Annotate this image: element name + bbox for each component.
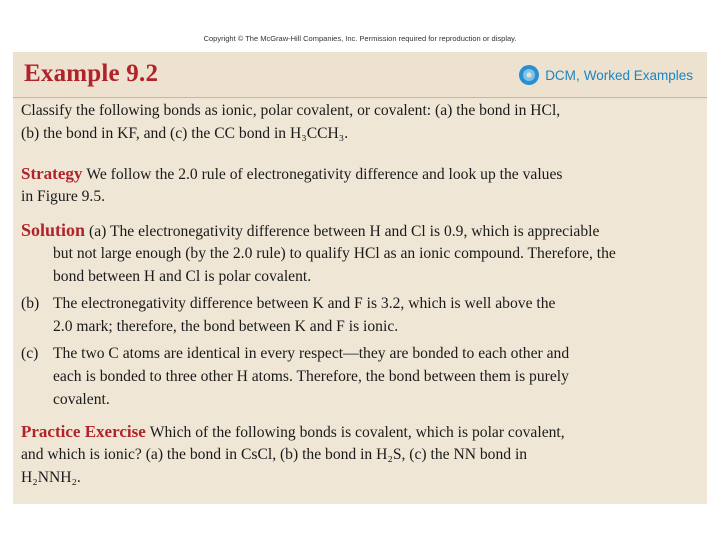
solution-a-line-2: but not large enough (by the 2.0 rule) to qualify HCl as an ionic compound. Therefore, the [53,245,616,262]
cd-disc-icon [518,64,540,86]
copyright-notice: Copyright © The McGraw-Hill Companies, Inc. Permission required for reproduction or display. [203,34,517,43]
dcm-separator: , [575,67,580,83]
problem-line-1: Classify the following bonds as ionic, polar covalent, or covalent: (a) the bond in HCl, [21,102,561,119]
title-bar [13,52,707,98]
example-body [13,99,707,504]
dcm-label: Worked Examples [583,67,693,83]
solution-heading: Solution [21,220,86,240]
solution-c-line-3: covalent. [53,391,110,408]
practice-text-1: Which of the following bonds is covalent, which is polar covalent, [149,424,565,441]
solution-c-label: (c) [21,345,39,362]
practice-line-3: H₂NNH₂. [21,469,81,486]
strategy-line-2: in Figure 9.5. [21,188,106,205]
strategy-heading: Strategy [21,164,83,183]
solution-c-text-1: The two C atoms are identical in every respect—they are bonded to each other and [53,345,570,362]
solution-c-line-2: each is bonded to three other H atoms. Therefore, the bond between them is purely [53,368,569,385]
practice-line-2: and which is ionic? (a) the bond in CsCl, (b) the bond in H₂S, (c) the NN bond in [21,446,528,463]
solution-line-1 [21,219,693,243]
solution-b-line-1 [21,292,693,315]
solution-b-line-2: 2.0 mark; therefore, the bond between K and F is ionic. [53,318,399,335]
solution-c-line-1 [21,342,693,365]
example-panel [13,52,707,504]
example-title: Example 9.2 [24,60,159,87]
problem-line-2: (b) the bond in KF, and (c) the CC bond in H₃CCH₃. [21,125,349,142]
solution-a-label: (a) [89,223,107,240]
strategy-text-1: We follow the 2.0 rule of electronegativity difference and look up the values [86,166,563,183]
solution-a-text-1: The electronegativity difference between H and Cl is 0.9, which is appreciable [109,223,600,240]
title-divider [13,97,707,98]
solution-b-label: (b) [21,295,40,312]
solution-a-line-3: bond between H and Cl is polar covalent. [53,268,312,285]
dcm-worked-examples-link[interactable] [518,64,693,86]
practice-line-1 [21,420,693,444]
strategy-line-1 [21,162,693,186]
practice-heading: Practice Exercise [21,422,146,441]
solution-b-text-1: The electronegativity difference between K and F is 3.2, which is well above the [53,295,556,312]
dcm-brand: DCM [545,67,576,83]
